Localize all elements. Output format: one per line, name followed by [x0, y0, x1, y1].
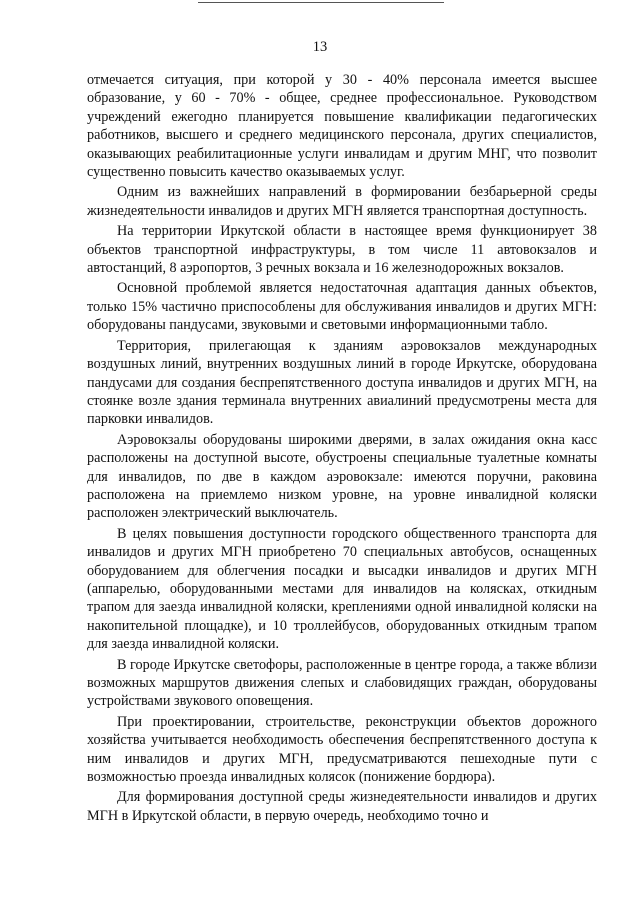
paragraph-8: В городе Иркутске светофоры, расположенные в центре города, а также вблизи возможных маршрутов движения слепых и слабовидящих граждан, оборудованы устройствами звукового оповещения.: [87, 656, 597, 710]
paragraph-9: При проектировании, строительстве, реконструкции объектов дорожного хозяйства учитывается необходимость обеспечения беспрепятственного доступа к ним инвалидов и других МГН, предусматриваются пешеходные пути с возможностью проезда инвалидных колясок (понижение бордюра).: [87, 713, 597, 786]
paragraph-5: Территория, прилегающая к зданиям аэровокзалов международных воздушных линий, внутренних воздушных линий в городе Иркутске, оборудована пандусами для создания беспрепятственного доступа инвалидов и других МГН, на стоянке возле здания терминала внутренних авиалиний предусмотрены места для парковки инвалидов.: [87, 337, 597, 428]
body-text: [87, 71, 597, 827]
paragraph-2: Одним из важнейших направлений в формировании безбарьерной среды жизнедеятельности инвалидов и других МГН является транспортная доступность.: [87, 184, 597, 219]
paragraph-7: В целях повышения доступности городского общественного транспорта для инвалидов и других МГН приобретено 70 специальных автобусов, оснащенных оборудованием для облегчения посадки и высадки инвалидов и других МГН (аппарелью, оборудованными местами для инвалидов на колясках, откидным трапом для заезда инвалидной коляски, креплениями одной инвалидной коляски на накопительной площадке), и 10 троллейбусов, оборудованных откидным трапом для заезда инвалидной коляски.: [87, 525, 597, 653]
paragraph-3: На территории Иркутской области в настоящее время функционирует 38 объектов транспортной инфраструктуры, в том числе 11 автовокзалов и автостанций, 8 аэропортов, 3 речных вокзала и 16 железнодорожных вокзалов.: [87, 223, 597, 277]
page-number: 13: [312, 39, 328, 55]
paragraph-10: Для формирования доступной среды жизнедеятельности инвалидов и других МГН в Иркутской области, в первую очередь, необходимо точно и: [87, 789, 597, 824]
paragraph-4: Основной проблемой является недостаточная адаптация данных объектов, только 15% частично приспособлены для обслуживания инвалидов и других МГН: оборудованы пандусами, звуковыми и световыми информационными табло.: [87, 280, 597, 334]
paragraph-6: Аэровокзалы оборудованы широкими дверями, в залах ожидания окна касс расположены на доступной высоте, обустроены специальные туалетные комнаты для инвалидов, по две в каждом аэровокзале: имеются поручни, раковина расположена на приемлемо низком уровне, на уровне инвалидной коляски расположен электрический выключатель.: [87, 431, 597, 522]
paragraph-1: отмечается ситуация, при которой у 30 - 40% персонала имеется высшее образование, у 60 - 70% - общее, среднее профессиональное. Руководством учреждений ежегодно планируется повышение квалификации педагогических работников, высшего и среднего медицинского персонала, других специалистов, оказывающих реабилитационные услуги инвалидам и другим МНГ, что позволит существенно повысить качество оказываемых услуг.: [87, 72, 597, 181]
top-divider: [198, 2, 444, 3]
